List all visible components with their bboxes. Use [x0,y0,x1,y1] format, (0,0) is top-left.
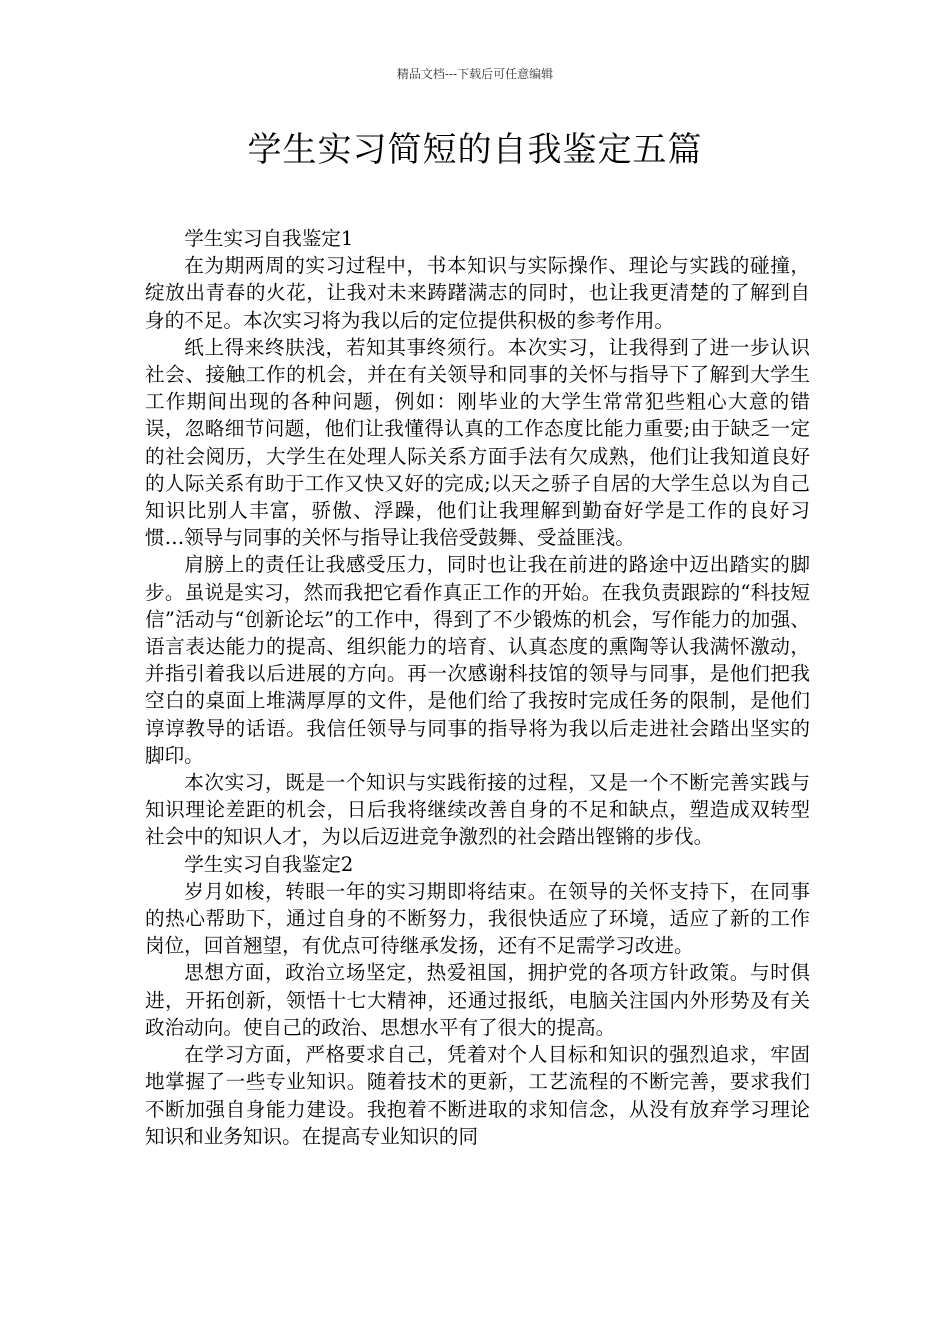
header-note: 精品文档---下载后可任意编辑 [396,67,554,81]
paragraph: 岁月如梭，转眼一年的实习期即将结束。在领导的关怀支持下，在同事的热心帮助下，通过自身的不断努力，我很快适应了环境，适应了新的工作岗位，回首翘望，有优点可待继承发扬，还有不足需学习改进。 [145,879,810,958]
document-body [145,225,810,1150]
paragraph: 肩膀上的责任让我感受压力，同时也让我在前进的路途中迈出踏实的脚步。虽说是实习，然而我把它看作真正工作的开始。在我负责跟踪的“科技短信”活动与“创新论坛”的工作中，得到了不少锻炼的机会，写作能力的加强、语言表达能力的提高、组织能力的培育、认真态度的熏陶等认我满怀激动，并指引着我以后进展的方向。再一次感谢科技馆的领导与同事，是他们把我空白的桌面上堆满厚厚的文件，是他们给了我按时完成任务的限制，是他们谆谆教导的话语。我信任领导与同事的指导将为我以后走进社会踏出坚实的脚印。 [145,553,810,767]
section-heading-2: 学生实习自我鉴定2 [184,852,354,876]
paragraph: 本次实习，既是一个知识与实践衔接的过程，又是一个不断完善实践与知识理论差距的机会，日后我将继续改善自身的不足和缺点，塑造成双转型社会中的知识人才，为以后迈进竞争激烈的社会踏出铿锵的步伐。 [145,771,810,849]
paragraph: 在为期两周的实习过程中，书本知识与实际操作、理论与实践的碰撞，绽放出青春的火花，让我对未来踌躇满志的同时，也让我更清楚的了解到自身的不足。本次实习将为我以后的定位提供积极的参考作用。 [145,254,810,332]
section-heading-1: 学生实习自我鉴定1 [184,227,354,250]
document-title: 学生实习简短的自我鉴定五篇 [247,130,703,170]
paragraph: 思想方面，政治立场坚定，热爱祖国，拥护党的各项方针政策。与时俱进，开拓创新，领悟十七大精神，还通过报纸，电脑关注国内外形势及有关政治动向。使自己的政治、思想水平有了很大的提高。 [145,961,810,1039]
paragraph: 在学习方面，严格要求自己，凭着对个人目标和知识的强烈追求，牢固地掌握了一些专业知识。随着技术的更新，工艺流程的不断完善，要求我们不断加强自身能力建设。我抱着不断进取的求知信念，从没有放弃学习理论知识和业务知识。在提高专业知识的同 [145,1043,810,1148]
paragraph: 纸上得来终肤浅，若知其事终须行。本次实习，让我得到了进一步认识社会、接触工作的机会，并在有关领导和同事的关怀与指导下了解到大学生工作期间出现的各种问题，例如：刚毕业的大学生常常犯些粗心大意的错误，忽略细节问题，他们让我懂得认真的工作态度比能力重要;由于缺乏一定的社会阅历，大学生在处理人际关系方面手法有欠成熟，他们让我知道良好的人际关系有助于工作又快又好的完成;以天之骄子自居的大学生总以为自己知识比别人丰富，骄傲、浮躁，他们让我理解到勤奋好学是工作的良好习惯…领导与同事的关怀与指导让我倍受鼓舞、受益匪浅。 [145,335,810,550]
